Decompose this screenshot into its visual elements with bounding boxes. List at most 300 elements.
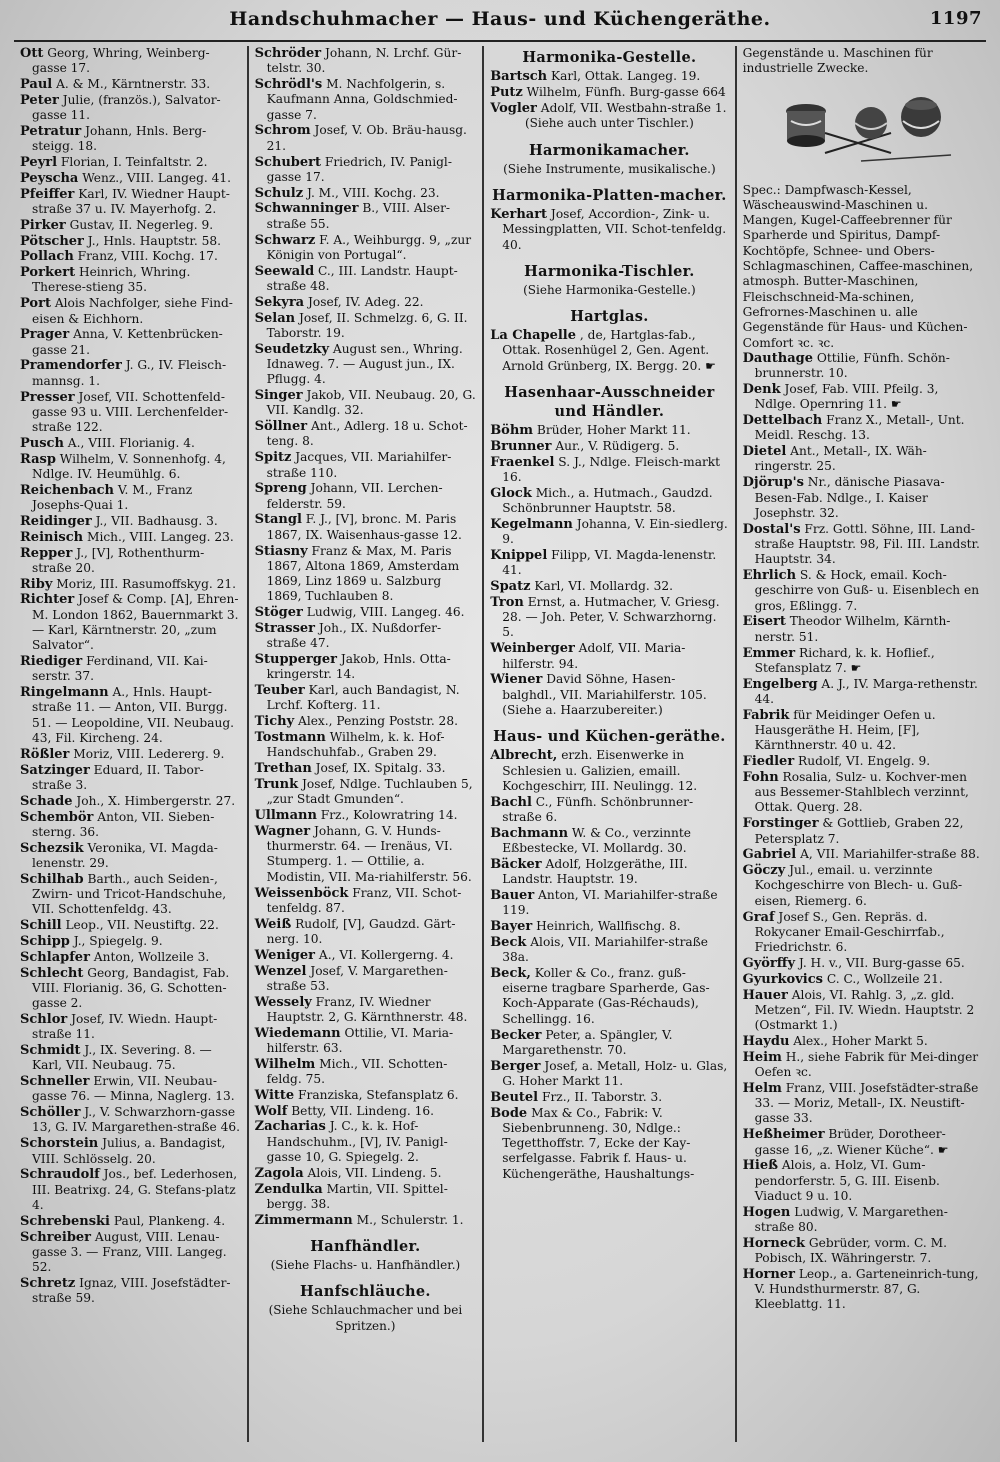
- kettle-icon: [751, 83, 971, 175]
- section-note: (Siehe Flachs- u. Hanfhändler.): [270, 1258, 461, 1273]
- section-heading-hanfhaendler: Hanfhändler.: [310, 1238, 421, 1256]
- entry-name: Schubert: [254, 154, 322, 170]
- entry-name: Tostmann: [254, 730, 326, 746]
- entry-name: Reidinger: [20, 513, 92, 529]
- entry-name: Schraudolf: [20, 1167, 100, 1183]
- directory-entry: [743, 522, 980, 568]
- entry-name: Gabriel: [742, 847, 797, 863]
- entry-details: Gustav, II. Negerleg. 9.: [65, 217, 214, 232]
- directory-entry: [20, 841, 241, 872]
- entry-details: Erwin, VII. Neubau-gasse 76. — Minna, Naglerg. 13.: [32, 1074, 235, 1104]
- entry-details: C. C., Wollzeile 21.: [822, 971, 943, 986]
- entry-details: Jos., bef. Lederhosen, III. Beatrixg. 24, G. Stefans-platz 4.: [32, 1167, 238, 1212]
- entry-details: Friedrich, IV. Panigl-gasse 17.: [266, 154, 452, 184]
- directory-entry: [255, 777, 477, 808]
- directory-entry: [490, 423, 728, 438]
- directory-entry: [255, 512, 477, 543]
- directory-entry: [255, 46, 477, 77]
- entry-name: Schrödl's: [254, 77, 323, 93]
- directory-entry: [20, 234, 241, 249]
- entries-col4: [743, 351, 980, 1313]
- entry-details: Peter, a. Spängler, V. Margarethenstr. 70.: [502, 1027, 673, 1057]
- directory-entry: [490, 919, 728, 934]
- entry-details: Franz & Max, M. Paris 1867, Altona 1869, Amsterdam 1869, Linz 1869 u. Salzburg 1869, Tuchlauben 8.: [266, 543, 460, 604]
- entry-name: Seewald: [254, 263, 315, 279]
- entry-details: David Söhne, Hasen-balghdl., VII. Mariahilferstr. 105. (Siehe a. Haarzubereiter.): [502, 672, 707, 717]
- directory-entry: [20, 810, 241, 841]
- directory-entry: [743, 1081, 980, 1127]
- directory-entry: [490, 966, 728, 1027]
- entry-details: Johann, Hnls. Berg-steigg. 18.: [32, 123, 207, 154]
- entry-name: Zimmermann: [254, 1212, 353, 1228]
- entry-name: Emmer: [742, 645, 796, 661]
- entry-name: Spreng: [254, 481, 307, 497]
- directory-entry: [743, 1034, 980, 1049]
- directory-entry: [743, 708, 980, 754]
- entry-details: Josef, II. Schmelzg. 6, G. II. Taborstr. 19.: [266, 310, 468, 340]
- directory-entry: [20, 934, 241, 949]
- entry-details: , de, Hartglas-fab., Ottak. Rosenhügel 2, Gen. Agent. Arnold Grünberg, IX. Bergg. 20. ☛: [502, 328, 716, 373]
- entry-details: Julius, a. Bandagist, VIII. Schlösselg. 20.: [32, 1136, 226, 1166]
- entry-details: S. & Hock, email. Koch-geschirre von Guß- u. Eisenblech en gros, Eßlingg. 7.: [754, 568, 980, 613]
- entry-name: Riediger: [20, 654, 83, 670]
- entry-details: A., Hnls. Haupt-straße 11. — Anton, VII. Burgg. 51. — Leopoldine, VII. Neubaug. 43, Fil. Kircheng. 24.: [32, 685, 235, 746]
- directory-entry: [255, 761, 477, 776]
- entry-details: Frz., II. Taborstr. 3.: [538, 1089, 663, 1104]
- entry-name: Schipp: [20, 933, 70, 949]
- entry-name: Schmidt: [20, 1043, 81, 1058]
- directory-entry: [255, 481, 477, 512]
- directory-entry: [255, 917, 477, 948]
- directory-entry: [20, 1105, 241, 1136]
- directory-entry: [20, 358, 241, 389]
- directory-entry: [255, 1088, 477, 1103]
- entry-details: Rosalia, Sulz- u. Kochver-men aus Bessemer-Stahlblech verzinnt, Ottak. Querg. 28.: [754, 769, 969, 815]
- entry-name: Paul: [20, 77, 53, 93]
- entry-details: Brüder, Dorotheer-gasse 16, „z. Wiener Küche“. ☛: [754, 1127, 949, 1157]
- entry-name: Presser: [20, 389, 75, 405]
- entry-name: Bartsch: [490, 69, 548, 84]
- directory-entry: [20, 1012, 241, 1043]
- entry-details: Heinrich, Wallfischg. 8.: [532, 918, 681, 933]
- directory-entry: [20, 1276, 241, 1307]
- entry-details: V. M., Franz Josephs-Quai 1.: [32, 482, 193, 513]
- directory-entry: [255, 311, 477, 342]
- entry-details: Rudolf, VI. Engelg. 9.: [794, 754, 931, 769]
- entry-name: Hieß: [742, 1158, 778, 1174]
- entry-details: Florian, I. Teinfaltstr. 2.: [57, 155, 208, 170]
- entry-name: Schneller: [20, 1074, 90, 1090]
- entry-details: Martin, VII. Spittel-bergg. 38.: [266, 1181, 448, 1211]
- entry-name: Schlor: [20, 1011, 68, 1027]
- entry-details: Frz. Gottl. Söhne, III. Land-straße Hauptstr. 98, Fil. III. Landstr. Hauptstr. 34.: [754, 521, 980, 567]
- entry-details: Betty, VII. Lindeng. 16.: [287, 1103, 435, 1118]
- entry-details: Anna, V. Kettenbrücken-gasse 21.: [32, 327, 223, 357]
- entry-details: Alois, a. Holz, VI. Gum-pendorferstr. 5, G. III. Eisenb. Viaduct 9 u. 10.: [754, 1158, 940, 1203]
- directory-entry: [20, 452, 241, 483]
- directory-entry: [743, 1158, 980, 1204]
- directory-entry: [20, 1074, 241, 1105]
- directory-entry: [20, 249, 241, 264]
- directory-entry: [490, 1106, 728, 1182]
- entry-name: Weniger: [254, 947, 316, 963]
- directory-entry: [490, 595, 728, 641]
- entry-name: Weinberger: [490, 641, 575, 657]
- directory-entry: [255, 1182, 477, 1213]
- entry-details: Paul, Plankeng. 4.: [109, 1213, 226, 1228]
- entry-name: Trunk: [254, 776, 299, 792]
- entry-name: Tron: [490, 594, 524, 610]
- directory-entry: [743, 1236, 980, 1267]
- entry-name: Denk: [742, 381, 781, 397]
- entry-details: Rudolf, [V], Gaudzd. Gärt-nerg. 10.: [266, 916, 456, 946]
- entry-name: Heßheimer: [742, 1127, 825, 1143]
- directory-entry: [743, 816, 980, 847]
- entry-details: Alex., Penzing Poststr. 28.: [294, 714, 458, 729]
- entry-details: Karl, Ottak. Langeg. 19.: [547, 69, 701, 83]
- entry-details: Ant., Metall-, IX. Wäh-ringerstr. 25.: [754, 444, 927, 474]
- entry-name: Stöger: [254, 605, 303, 621]
- directory-entry: [743, 568, 980, 614]
- directory-entry: [20, 577, 241, 592]
- directory-entry: [255, 808, 477, 823]
- directory-entry: [490, 328, 728, 374]
- entry-details: Alois Nachfolger, siehe Find-eisen & Eichhorn.: [32, 296, 233, 326]
- entry-details: Josef, IX. Spitalg. 33.: [311, 761, 446, 776]
- section-note: (Siehe Schlauchmacher und bei Spritzen.): [268, 1303, 463, 1333]
- section-note: (Siehe Instrumente, musikalische.): [503, 161, 716, 176]
- entry-name: Singer: [254, 388, 303, 404]
- entry-name: Wilhelm: [254, 1056, 316, 1072]
- directory-entry: [743, 770, 980, 816]
- entry-details: Ludwig, VIII. Langeg. 46.: [302, 605, 465, 620]
- directory-entry: [255, 388, 477, 419]
- entry-details: Karl, auch Bandagist, N. Lrchf. Kofterg. 11.: [266, 683, 460, 713]
- entry-details: J., VII. Badhausg. 3.: [91, 513, 218, 528]
- entry-details: J., Hnls. Hauptstr. 58.: [83, 233, 221, 248]
- entry-details: Josef, IV. Wiedn. Haupt-straße 11.: [32, 1011, 218, 1042]
- entry-name: Schreiber: [20, 1229, 92, 1245]
- entry-details: Wenz., VIII. Langeg. 41.: [78, 170, 232, 185]
- directory-entry: [255, 1057, 477, 1088]
- entries-handschuhmacher-cont: [255, 46, 477, 1228]
- entry-name: Schröder: [254, 46, 322, 61]
- entry-name: Glock: [490, 485, 532, 501]
- entry-details: A. J., IV. Marga-rethenstr. 44.: [754, 676, 978, 706]
- entry-details: J. C., k. k. Hof-Handschuhm., [V], IV. Panigl-gasse 10, G. Spiegelg. 2.: [266, 1119, 448, 1165]
- entry-details: Johann, N. Lrchf. Gür-telstr. 30.: [266, 46, 462, 76]
- entry-name: Putz: [490, 84, 523, 100]
- entry-name: Haydu: [742, 1033, 790, 1049]
- entry-details: Johann, VII. Lerchen-felderstr. 59.: [266, 481, 443, 511]
- entry-name: Helm: [742, 1080, 782, 1096]
- directory-entry: [20, 187, 241, 218]
- entry-details: J., [V], Rothenthurm-straße 20.: [32, 545, 205, 575]
- entry-details: J., IX. Severing. 8. — Karl, VII. Neubaug. 75.: [32, 1043, 212, 1073]
- entry-details: Josef, V. Margarethen-straße 53.: [266, 963, 448, 993]
- entry-name: Stangl: [254, 512, 302, 528]
- entry-details: F. J., [V], bronc. M. Paris 1867, IX. Waisenhaus-gasse 12.: [266, 512, 462, 542]
- entry-details: Leop., a. Garteneinrich-tung, V. Hundsthurmerstr. 87, G. Kleeblattg. 11.: [754, 1266, 979, 1312]
- entry-details: M., Schulerstr. 1.: [352, 1212, 464, 1227]
- directory-entry: [20, 654, 241, 685]
- entry-name: Weiß: [254, 916, 292, 932]
- directory-entry: [255, 77, 477, 123]
- directory-entry: [490, 641, 728, 672]
- section-heading: Hasenhaar-Ausschneider und Händler.: [504, 384, 715, 421]
- entry-name: Repper: [20, 545, 73, 561]
- entry-name: Bäcker: [490, 856, 542, 872]
- entry-name: Trethan: [254, 761, 312, 777]
- entry-name: Spitz: [254, 450, 292, 466]
- entry-name: Schlecht: [20, 965, 84, 981]
- directory-entry: [743, 646, 980, 677]
- entry-details: Franz, VIII. Josefstädter-straße 33. — Moriz, Metall-, IX. Neustift-gasse 33.: [754, 1080, 979, 1126]
- entry-details: J. H. v., VII. Burg-gasse 65.: [795, 955, 965, 970]
- entry-name: Stupperger: [254, 652, 337, 668]
- directory-entry: [743, 614, 980, 645]
- directory-entry: [255, 683, 477, 714]
- entry-details: Ant., Adlerg. 18 u. Schot-teng. 8.: [266, 419, 468, 449]
- entry-details: Veronika, VI. Magda-lenenstr. 29.: [32, 840, 218, 870]
- column-2: [249, 42, 483, 1442]
- directory-entry: [20, 390, 241, 436]
- entry-details: Franz, IV. Wiedner Hauptstr. 2, G. Kärnthnerstr. 48.: [266, 994, 468, 1024]
- section-heading: Hartglas.: [570, 308, 649, 326]
- entry-name: Tichy: [254, 714, 295, 730]
- entries-harmonika-plattenmacher: [490, 207, 728, 253]
- entry-details: Moriz, III. Rasumoffskyg. 21.: [52, 576, 237, 591]
- directory-entry: [255, 419, 477, 450]
- directory-entry: [490, 439, 728, 454]
- directory-entry: [255, 201, 477, 232]
- entry-name: Beutel: [490, 1089, 539, 1105]
- entries-hasenhaar: [490, 423, 728, 718]
- directory-entry: [490, 579, 728, 594]
- entry-name: Göczy: [742, 863, 786, 879]
- directory-entry: [490, 207, 728, 253]
- directory-entry: [20, 1230, 241, 1276]
- entries-hartglas: [490, 328, 728, 374]
- directory-entry: [743, 475, 980, 521]
- directory-entry: [743, 910, 980, 956]
- entry-name: Schrebenski: [20, 1213, 110, 1229]
- directory-entry: [743, 413, 980, 444]
- entry-details: Josef, Fab. VIII. Pfeilg. 3, Ndlge. Opernring 11. ☛: [754, 381, 939, 412]
- directory-entry: [20, 794, 241, 809]
- entry-name: Schill: [20, 918, 62, 934]
- directory-entry: [20, 265, 241, 296]
- column-4: [737, 42, 986, 1442]
- entry-name: Bayer: [490, 918, 533, 934]
- entry-details: Richard, k. k. Hoflief., Stefansplatz 7. ☛: [754, 645, 935, 675]
- entry-name: Strasser: [254, 620, 316, 636]
- entry-details: Frz., Kolowratring 14.: [316, 808, 458, 823]
- entry-name: Riby: [20, 576, 53, 592]
- directory-entry: [20, 950, 241, 965]
- directory-entry: [255, 824, 477, 885]
- entry-details: Theodor Wilhelm, Kärnth-nerstr. 51.: [754, 614, 951, 644]
- section-note: (Siehe Harmonika-Gestelle.): [523, 282, 696, 297]
- entry-details: Gebrüder, vorm. C. M. Pobisch, IX. Währingerstr. 7.: [754, 1235, 947, 1266]
- entry-name: Ehrlich: [742, 568, 797, 584]
- entry-details: Brüder, Hoher Markt 11.: [533, 423, 691, 438]
- directory-entry: [255, 652, 477, 683]
- entry-name: Ott: [20, 46, 44, 61]
- entry-details: Franz X., Metall-, Unt. Meidl. Reschg. 13.: [754, 413, 965, 443]
- directory-entry: [743, 956, 980, 971]
- section-heading-hanfschlaeuche: Hanfschläuche.: [300, 1283, 431, 1301]
- entry-name: Pirker: [20, 217, 66, 233]
- entry-details: Adolf, Holzgeräthe, III. Landstr. Hauptstr. 19.: [502, 856, 688, 887]
- directory-entry: [255, 730, 477, 761]
- entry-name: Bachmann: [490, 825, 569, 841]
- entry-details: C., III. Landstr. Haupt-straße 48.: [266, 263, 458, 293]
- entry-details: Josef, V. Ob. Bräu-hausg. 21.: [266, 123, 467, 153]
- entry-details: Jakob, VII. Neubaug. 20, G. VII. Kandlg. 32.: [266, 388, 476, 418]
- section-heading: Harmonika-Gestelle.: [522, 49, 697, 66]
- entry-details: Ignaz, VIII. Josefstädter-straße 59.: [32, 1275, 231, 1306]
- entry-details: Anton, VI. Mariahilfer-straße 119.: [502, 887, 718, 918]
- entry-details: Johann, G. V. Hunds-thurmerstr. 64. — Irenäus, VI. Stumperg. 1. — Ottilie, a. Modistin, VII. Ma-riahilferstr. 56.: [266, 823, 472, 884]
- entry-name: Graf: [742, 909, 775, 925]
- directory-entry: [743, 1205, 980, 1236]
- directory-entry: [20, 1043, 241, 1074]
- entry-details: Wilhelm, Fünfh. Burg-gasse 664: [522, 84, 726, 99]
- entry-name: Beck,: [490, 965, 531, 981]
- entry-name: Wolf: [254, 1103, 288, 1119]
- directory-entry: [490, 517, 728, 548]
- entries-harmonika-gestelle: [490, 69, 728, 116]
- section-heading: Harmonikamacher.: [529, 141, 690, 159]
- directory-entry: [743, 863, 980, 909]
- entry-name: Fabrik: [742, 707, 790, 723]
- directory-entry: [743, 1267, 980, 1313]
- entry-name: Port: [20, 296, 51, 312]
- directory-entry: [255, 621, 477, 652]
- directory-entry: [255, 605, 477, 620]
- entry-name: Wessely: [254, 994, 312, 1010]
- entry-details: Jakob, Hnls. Otta-kringerstr. 14.: [266, 652, 451, 682]
- entry-name: Ullmann: [254, 808, 317, 824]
- directory-entry: [490, 935, 728, 966]
- entry-name: Dettelbach: [742, 413, 823, 429]
- entry-name: Dauthage: [742, 350, 813, 366]
- entry-details: August, VIII. Lenau-gasse 3. — Franz, VIII. Langeg. 52.: [32, 1229, 227, 1275]
- directory-entry: [20, 966, 241, 1012]
- directory-entry: [20, 155, 241, 170]
- entry-details: Ottilie, Fünfh. Schön-brunnerstr. 10.: [754, 350, 950, 381]
- entry-name: Pötscher: [20, 233, 84, 249]
- entry-name: Fraenkel: [490, 454, 555, 470]
- entry-details: Franz, VIII. Kochg. 17.: [73, 249, 218, 264]
- entry-name: Reichenbach: [20, 482, 114, 498]
- directory-entry: [255, 1119, 477, 1165]
- entry-details: J., Spiegelg. 9.: [69, 933, 163, 948]
- entry-name: Peyscha: [20, 170, 79, 186]
- entry-name: Bode: [490, 1105, 528, 1121]
- entry-details: August sen., Whring. Idnaweg. 7. — August jun., IX. Pflugg. 4.: [266, 341, 463, 387]
- entry-name: Peyrl: [20, 155, 58, 171]
- entry-name: Heim: [742, 1049, 782, 1065]
- entry-name: Schwarz: [254, 232, 316, 248]
- directory-entry: [255, 948, 477, 963]
- entry-details: Mich., VIII. Langeg. 23.: [83, 529, 234, 544]
- entry-name: Berger: [490, 1058, 541, 1074]
- directory-entry: [20, 763, 241, 794]
- directory-entry: [255, 886, 477, 917]
- entry-name: Eisert: [742, 614, 786, 630]
- column-3: [484, 42, 734, 1442]
- entry-name: Vogler: [490, 100, 537, 116]
- entry-name: Weissenböck: [254, 885, 349, 901]
- directory-entry: [490, 672, 728, 718]
- entry-name: Engelberg: [742, 676, 818, 692]
- directory-entry: [490, 69, 728, 84]
- entry-continuation: Gegenstände u. Maschinen für industrielle Zwecke.: [742, 46, 933, 76]
- entry-details: M. Nachfolgerin, s. Kaufmann Anna, Goldschmied-gasse 7.: [266, 77, 458, 122]
- entry-name: Horner: [742, 1266, 795, 1282]
- entry-details: J., V. Schwarzhorn-gasse 13, G. IV. Margarethen-straße 46.: [32, 1105, 240, 1135]
- entry-name: Forstinger: [742, 816, 819, 832]
- entry-details: Ernst, a. Hutmacher, V. Griesg. 28. — Joh. Peter, V. Schwarzhorng. 5.: [502, 594, 720, 640]
- entry-name: Schlapfer: [20, 949, 90, 965]
- page-header: [14, 8, 986, 42]
- directory-entry: [490, 1090, 728, 1105]
- entry-name: Dostal's: [742, 521, 801, 537]
- entry-name: Schade: [20, 793, 73, 809]
- entry-details: H., siehe Fabrik für Mei-dinger Oefen ꝛc.: [754, 1049, 979, 1080]
- entry-name: Wiedemann: [254, 1025, 341, 1041]
- entry-details: Josef, a. Metall, Holz- u. Glas, G. Hoher Markt 11.: [502, 1058, 728, 1088]
- entry-name: Bachl: [490, 794, 532, 810]
- entry-name: Knippel: [490, 547, 548, 563]
- entry-details: für Meidinger Oefen u. Hausgeräthe H. Heim, [F], Kärnthnerstr. 40 u. 42.: [754, 707, 936, 753]
- entry-details: Wilhelm, k. k. Hof-Handschuhfab., Graben 29.: [266, 730, 445, 760]
- entry-details: Alois, VII. Lindeng. 5.: [303, 1165, 442, 1180]
- directory-entry: [255, 1213, 477, 1228]
- entry-details: Jul., email. u. verzinnte Kochgeschirre von Blech- u. Guß-eisen, Riemerg. 6.: [754, 863, 963, 908]
- entry-name: Györffy: [742, 955, 795, 971]
- entry-name: Schrom: [254, 123, 311, 139]
- entry-details: Julie, (französ.), Salvator-gasse 11.: [32, 92, 221, 123]
- entry-details: Georg, Whring, Weinberg-gasse 17.: [32, 46, 210, 76]
- directory-entry: [490, 857, 728, 888]
- entry-details: Franz, VII. Schot-tenfeldg. 87.: [266, 885, 462, 915]
- directory-entry: [20, 1167, 241, 1213]
- entry-name: Djörup's: [742, 475, 804, 491]
- entry-details: C., Fünfh. Schönbrunner-straße 6.: [502, 794, 694, 824]
- entry-details: Alex., Hoher Markt 5.: [789, 1033, 928, 1048]
- directory-entry: [743, 1050, 980, 1081]
- entry-name: Fohn: [742, 769, 779, 785]
- entry-details: Joh., IX. Nußdorfer-straße 47.: [266, 620, 442, 651]
- directory-entry: [20, 872, 241, 918]
- entry-name: Spatz: [490, 579, 531, 595]
- entry-name: Richter: [20, 592, 75, 608]
- entry-name: La Chapelle: [490, 328, 577, 344]
- entry-details: Karl, VI. Mollardg. 32.: [530, 579, 674, 594]
- entry-name: Porkert: [20, 265, 76, 281]
- directory-entry: [255, 264, 477, 295]
- entry-name: Ringelmann: [20, 685, 109, 701]
- entry-name: Kegelmann: [490, 516, 573, 532]
- entry-name: Brunner: [490, 438, 552, 454]
- entry-details: Mich., a. Hutmach., Gaudzd. Schönbrunner Hauptstr. 58.: [502, 485, 713, 516]
- entry-name: Schulz: [254, 185, 304, 201]
- entry-details: A., VIII. Florianig. 4.: [63, 435, 195, 450]
- entry-details: Anton, VII. Sieben-sterng. 36.: [32, 809, 215, 839]
